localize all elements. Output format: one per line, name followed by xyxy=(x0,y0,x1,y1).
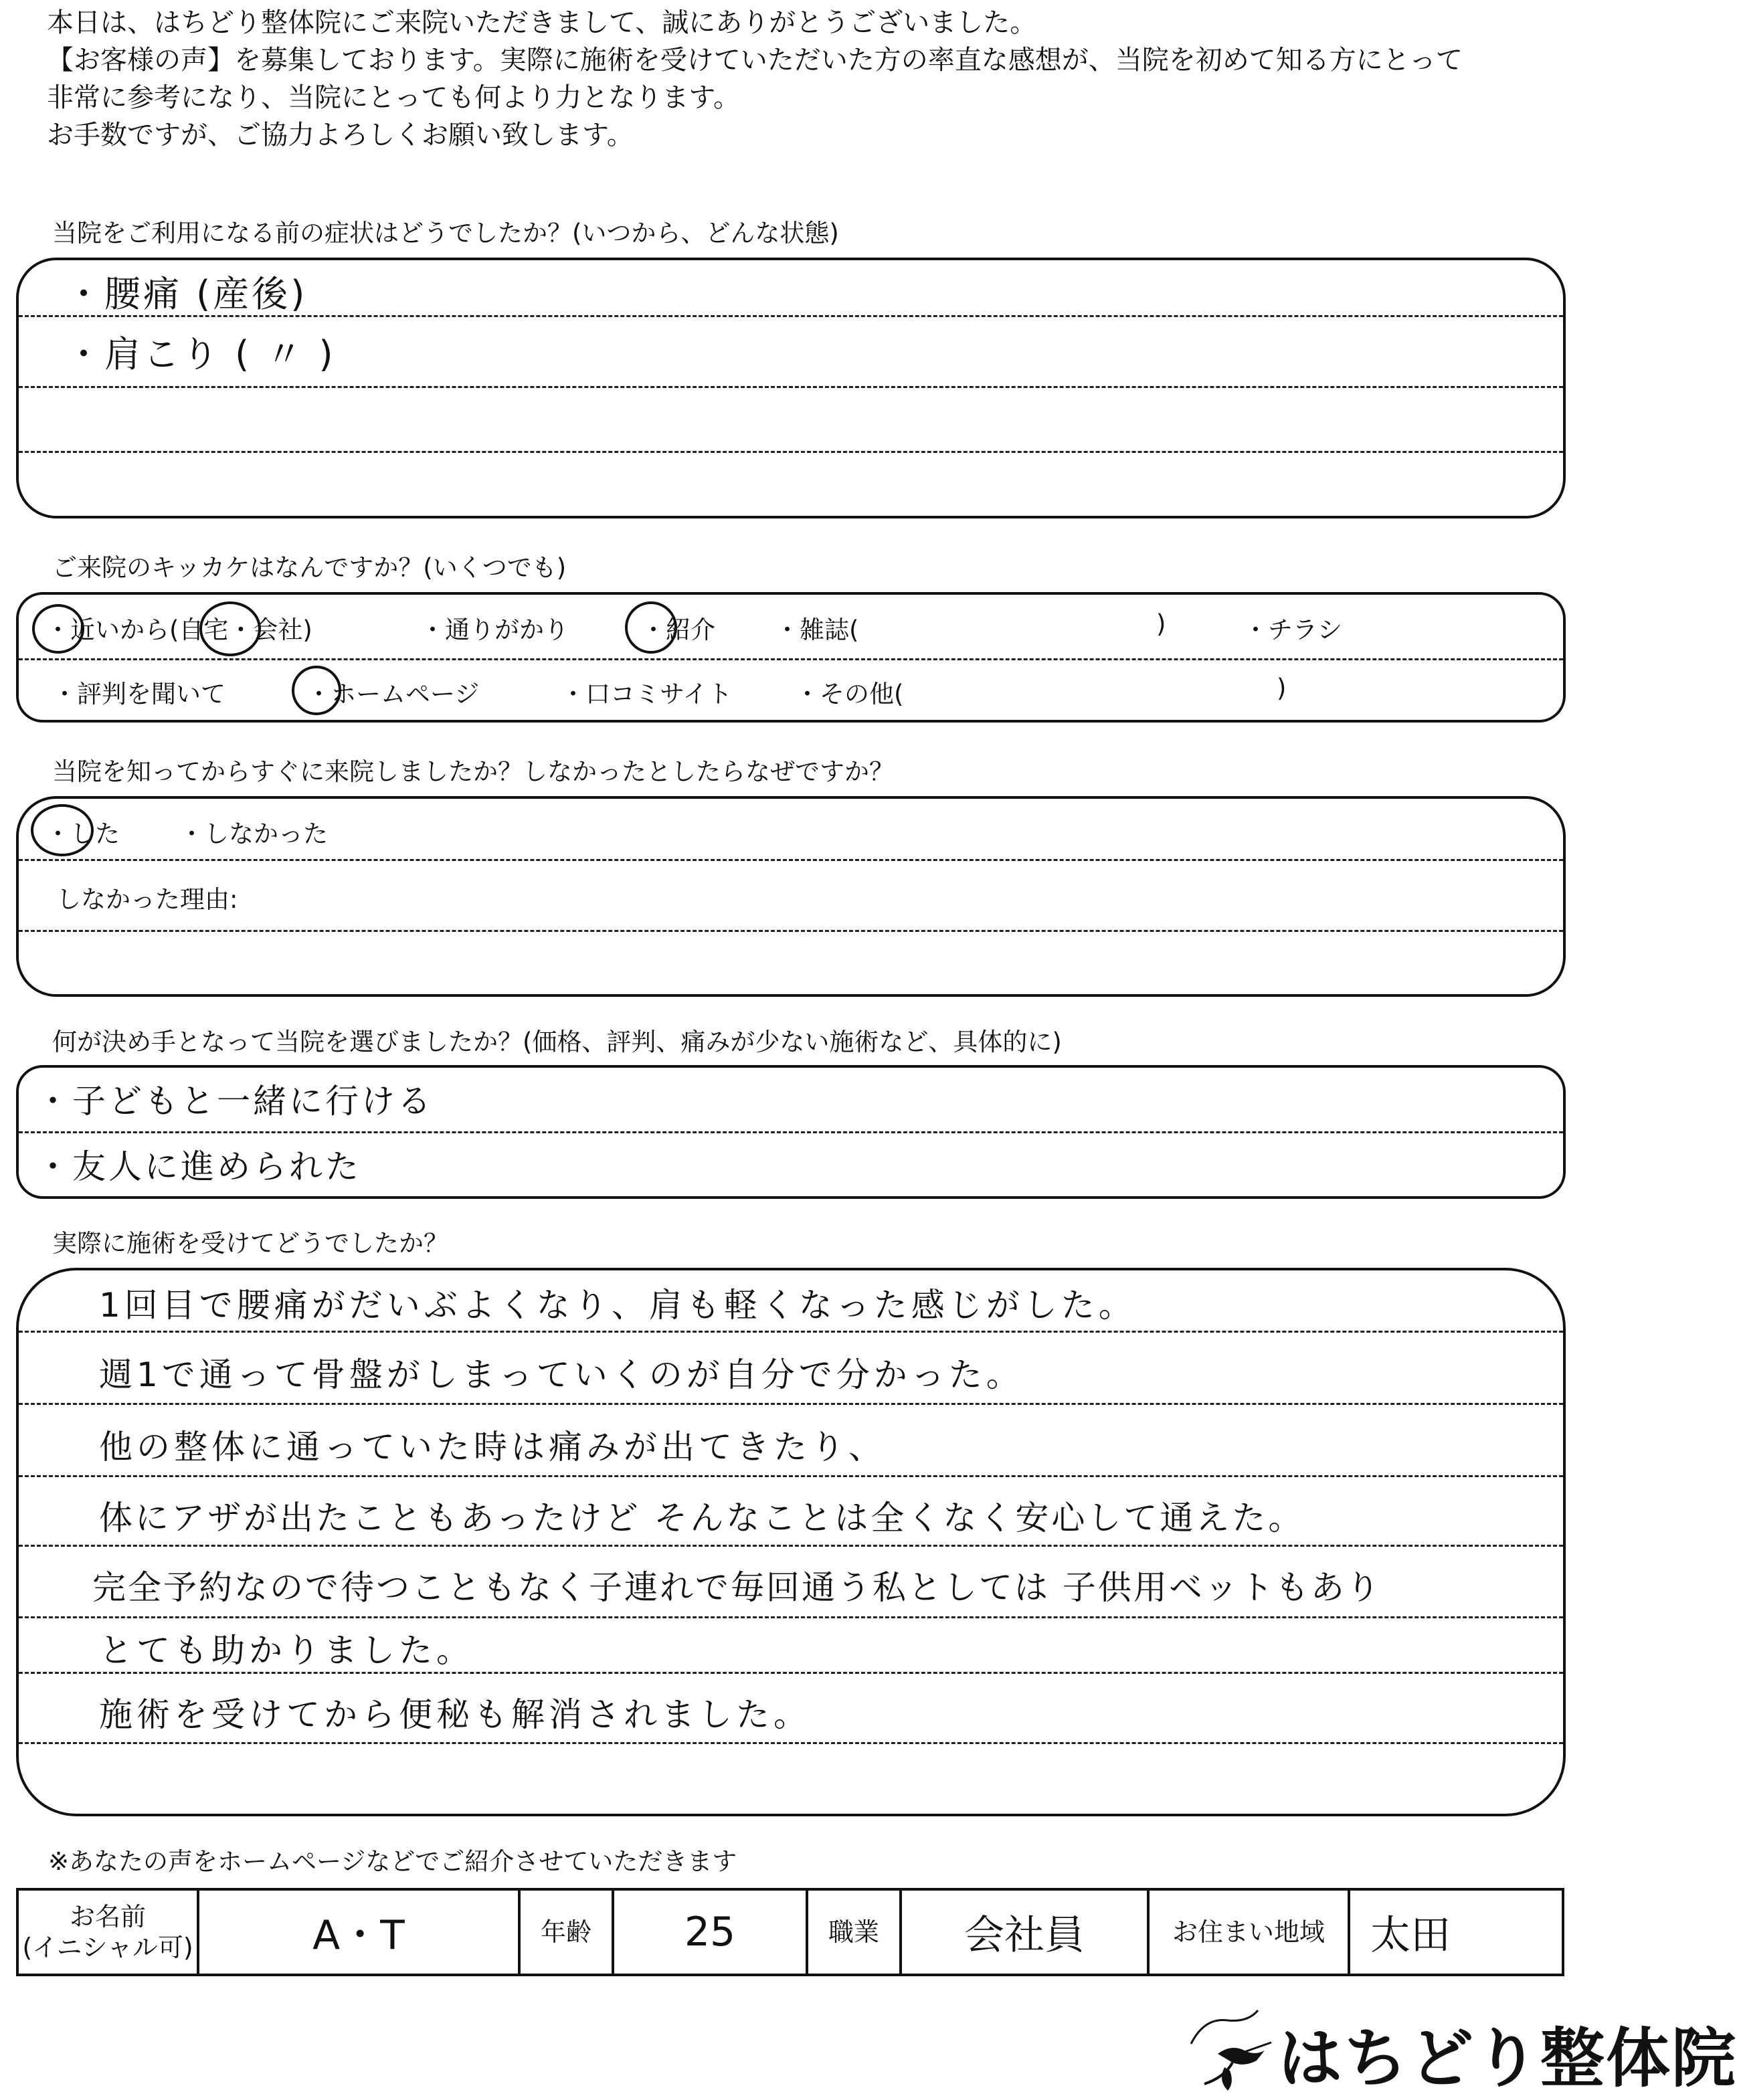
hummingbird-icon xyxy=(1178,2004,1278,2097)
divider xyxy=(19,1742,1563,1744)
name-sublabel: (イニシャル可) xyxy=(22,1933,193,1962)
job-label: 職業 xyxy=(828,1917,879,1947)
name-label: お名前 xyxy=(69,1902,146,1931)
option-near: ・近いから(自宅・会社) xyxy=(45,615,312,644)
divider xyxy=(19,1403,1563,1405)
option-reputation: ・評判を聞いて xyxy=(52,680,225,708)
q1-answer-line: ・腰痛 (産後) xyxy=(66,273,308,315)
q4-answer-line: ・子どもと一緒に行ける xyxy=(36,1082,434,1121)
age-value-cell xyxy=(613,1889,807,1975)
divider xyxy=(19,386,1563,388)
option-magazine: ・雑誌( xyxy=(775,615,859,644)
job-label-cell xyxy=(807,1889,901,1975)
divider xyxy=(19,859,1563,861)
intro-line: 【お客様の声】を募集しております。実際に施術を受けていただいた方の率直な感想が、当院を初めて知る方にとって xyxy=(47,45,1463,76)
divider xyxy=(19,1475,1563,1477)
q2-label: ご来院のキッカケはなんですか？(いくつでも) xyxy=(52,553,567,582)
reason-label: しなかった理由: xyxy=(56,885,238,914)
option-other-close: ) xyxy=(1277,674,1287,702)
q3-label: 当院を知ってからすぐに来院しましたか？しなかったとしたらなぜですか？ xyxy=(52,757,894,786)
job-value: 会社員 xyxy=(964,1912,1085,1959)
q1-label: 当院をご利用になる前の症状はどうでしたか？(いつから、どんな状態) xyxy=(52,219,839,248)
q5-answer-line: 完全予約なので待つこともなく子連れで毎回通う私としては 子供用ベットもあり xyxy=(92,1568,1382,1607)
option-passing: ・通りがかり xyxy=(420,615,569,644)
publication-note: ※あなたの声をホームページなどでご紹介させていただきます xyxy=(48,1847,737,1876)
option-referral: ・紹介 xyxy=(641,615,715,644)
divider xyxy=(19,930,1563,932)
age-label-cell xyxy=(519,1889,613,1975)
q1-answer-line: ・肩こり ( 〃 ) xyxy=(66,333,336,375)
q5-answer-line: 他の整体に通っていた時は痛みが出てきたり、 xyxy=(99,1428,886,1466)
divider xyxy=(19,1545,1563,1547)
divider xyxy=(19,1331,1563,1333)
intro-line: お手数ですが、ご協力よろしくお願い致します。 xyxy=(47,120,634,151)
intro-line: 本日は、はちどり整体院にご来院いただきまして、誠にありがとうございました。 xyxy=(47,7,1037,38)
clinic-logo xyxy=(1178,2004,1737,2097)
q5-answer-line: 週1で通って骨盤がしまっていくのが自分で分かった。 xyxy=(99,1355,1024,1394)
job-value-cell xyxy=(901,1889,1148,1975)
divider xyxy=(19,1616,1563,1618)
circle-mark xyxy=(32,604,84,654)
option-homepage: ・ホームページ xyxy=(306,680,480,708)
q5-answer-line: 1回目で腰痛がだいぶよくなり、肩も軽くなった感じがした。 xyxy=(99,1286,1136,1325)
q5-answer-box xyxy=(16,1268,1566,1816)
area-label-cell xyxy=(1148,1889,1349,1975)
q4-answer-box xyxy=(16,1065,1566,1199)
circle-mark xyxy=(31,804,94,856)
option-review-site: ・口コミサイト xyxy=(561,680,733,708)
divider xyxy=(19,658,1563,660)
divider xyxy=(19,451,1563,453)
q5-answer-line: 施術を受けてから便秘も解消されました。 xyxy=(99,1695,811,1734)
intro-line: 非常に参考になり、当院にとっても何より力となります。 xyxy=(47,82,740,113)
circle-mark xyxy=(292,666,341,715)
intro-text xyxy=(47,4,1463,154)
name-value-cell xyxy=(198,1889,519,1975)
circle-mark xyxy=(625,601,677,654)
q2-options-box xyxy=(16,592,1566,723)
option-did: ・した xyxy=(45,820,120,848)
q3-box xyxy=(16,796,1566,997)
q1-answer-box xyxy=(16,258,1566,518)
area-value-cell xyxy=(1349,1889,1563,1975)
option-magazine-close: ) xyxy=(1156,609,1166,638)
q5-answer-line: とても助かりました。 xyxy=(99,1631,474,1670)
option-other: ・その他( xyxy=(795,680,904,708)
divider xyxy=(19,1672,1563,1674)
q5-label: 実際に施術を受けてどうでしたか？ xyxy=(52,1229,448,1258)
age-label: 年齢 xyxy=(540,1917,591,1947)
q4-label: 何が決め手となって当院を選びましたか？(価格、評判、痛みが少ない施術など、具体的に) xyxy=(52,1028,1062,1056)
area-value: 太田 xyxy=(1370,1912,1451,1959)
age-value: 25 xyxy=(684,1909,736,1955)
clinic-logo-text: はちどり整体院 xyxy=(1278,2021,1737,2096)
q5-answer-line: 体にアザが出たこともあったけど そんなことは全くなく安心して通えた。 xyxy=(99,1499,1305,1537)
respondent-info-table xyxy=(16,1888,1564,1976)
divider xyxy=(19,1131,1563,1133)
option-did-not: ・しなかった xyxy=(179,820,328,848)
q4-answer-line: ・友人に進められた xyxy=(36,1147,361,1186)
area-label: お住まい地域 xyxy=(1172,1917,1325,1947)
circle-mark xyxy=(199,601,261,656)
option-flyer: ・チラシ xyxy=(1243,615,1342,644)
name-label-cell xyxy=(17,1889,198,1975)
name-value: A・T xyxy=(312,1912,405,1959)
